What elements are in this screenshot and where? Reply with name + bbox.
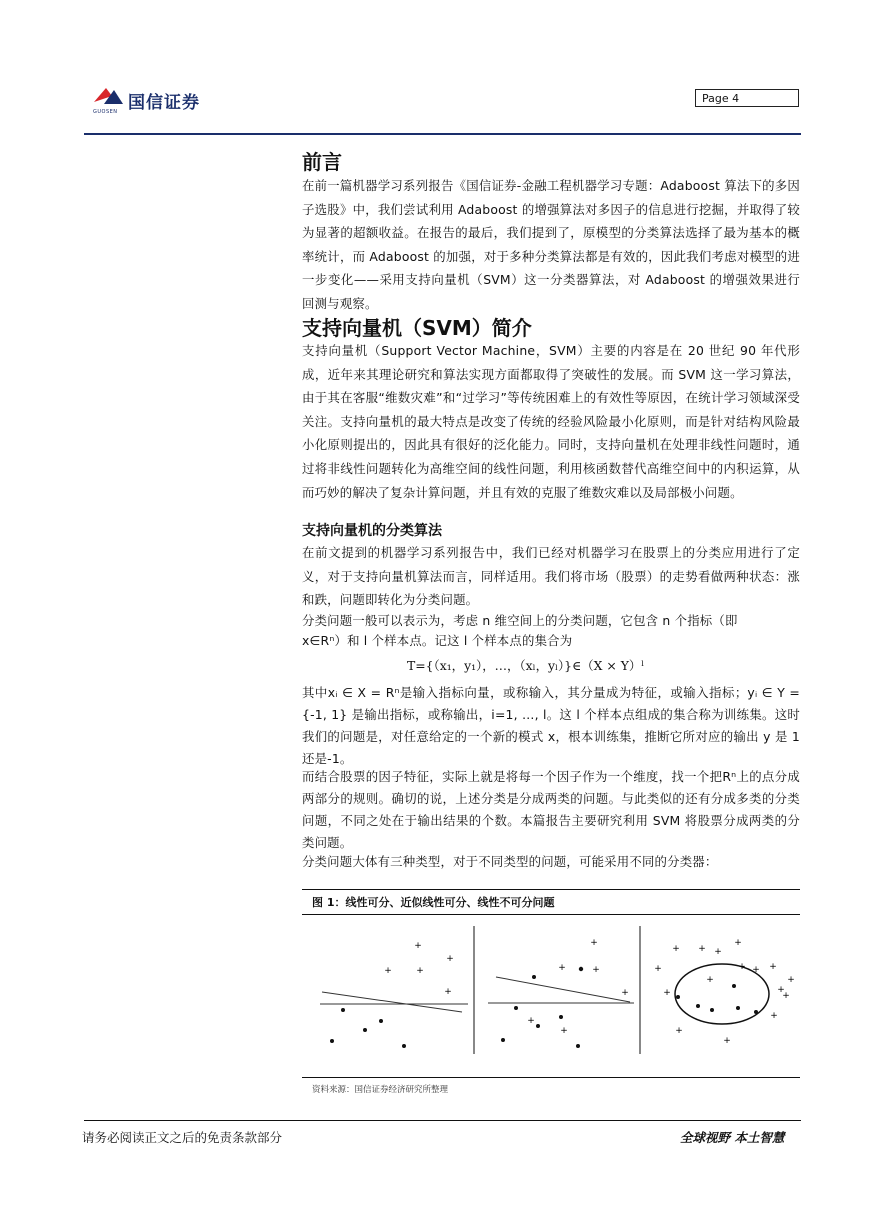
- figure-source: 资料来源：国信证券经济研究所整理: [312, 1085, 449, 1095]
- figure-svm-scatter-panels: [302, 924, 800, 1058]
- plus-point: +: [738, 962, 746, 972]
- logo-subtext: GUOSEN: [93, 109, 118, 115]
- plus-point: +: [621, 988, 629, 998]
- panel-linearly-inseparable: [654, 938, 795, 1046]
- classify-paragraph-4: 而结合股票的因子特征，实际上就是将每一个因子作为一个维度，找一个把Rⁿ上的点分成两部分的规则。确切的说，上述分类是分成两类的问题。与此类似的还有分成多类的分类问题，不同之处在于输出结果的个数。本篇报告主要研究利用 SVM 将股票分成两类的分类问题。: [302, 769, 800, 850]
- dot-point: [402, 1044, 406, 1048]
- dot-point: [710, 1008, 714, 1012]
- figure-bottom-rule: [302, 1077, 800, 1078]
- footer-divider: [84, 1120, 801, 1121]
- plus-point: +: [782, 991, 790, 1001]
- plus-point: +: [592, 965, 600, 975]
- plus-point: +: [698, 944, 706, 954]
- plus-point: +: [527, 1016, 535, 1026]
- classify-paragraph-2b: x∈Rⁿ）和 l 个样本点。记这 l 个样本点的集合为: [302, 633, 573, 648]
- plus-point: +: [777, 985, 785, 995]
- logo-text: 国信证券: [128, 93, 200, 113]
- plus-point: +: [384, 966, 392, 976]
- dot-point: [576, 1044, 580, 1048]
- dot-point: [330, 1039, 334, 1043]
- dot-point: [676, 995, 680, 999]
- company-logo: [90, 84, 220, 118]
- classify-paragraph-1: 在前文提到的机器学习系列报告中，我们已经对机器学习在股票上的分类应用进行了定义，对于支持向量机算法而言，同样适用。我们将市场（股票）的走势看做两种状态：涨和跌，问题即转化为分类问题。: [302, 545, 800, 608]
- plus-point: +: [752, 965, 760, 975]
- plus-point: +: [675, 1026, 683, 1036]
- svm-intro-paragraph: 支持向量机（Support Vector Machine，SVM）主要的内容是在 20 世纪 90 年代形成，近年来其理论研究和算法实现方面都取得了突破性的发展。而 SVM 这一学习算法，由于其在客服“维数灾难”和“过学习”等传统困难上的有效性等原因，在统计学习领域深受关注。支持向量机的最大特点是改变了传统的经验风险最小化原则，而是针对结构风险最小化原则提出的，因此具有很好的泛化能力。同时，支持向量机在处理非线性问题时，通过将非线性问题转化为高维空间的线性问题，利用核函数替代高维空间中的内积运算，从而巧妙的解决了复杂计算问题，并且有效的克服了维数灾难以及局部极小问题。: [302, 343, 800, 500]
- plus-point: +: [414, 941, 422, 951]
- dot-point: [754, 1010, 758, 1014]
- logo-mark-icon: [90, 84, 126, 110]
- dot-point: [501, 1038, 505, 1042]
- classify-paragraph-5: 分类问题大体有三种类型，对于不同类型的问题，可能采用不同的分类器：: [302, 854, 718, 869]
- svm-classify-heading: 支持向量机的分类算法: [302, 523, 442, 539]
- footer-disclaimer: 请务必阅读正文之后的免责条款部分: [82, 1130, 283, 1145]
- plus-point: +: [714, 947, 722, 957]
- classify-paragraph-2a: 分类问题一般可以表示为，考虑 n 维空间上的分类问题，它包含 n 个指标（即: [302, 613, 738, 628]
- plus-point: +: [558, 963, 566, 973]
- dot-point: [559, 1015, 563, 1019]
- plus-point: +: [706, 975, 714, 985]
- plus-point: +: [787, 975, 795, 985]
- plus-point: +: [590, 938, 598, 948]
- dot-point: [363, 1028, 367, 1032]
- classify-paragraph-3: 其中xᵢ ∈ X = Rⁿ是输入指标向量，或称输入，其分量成为特征，或输入指标；yᵢ ∈ Y = {-1, 1} 是输出指标，或称输出，i=1, …, l。这 l 个样本点组成的集合称为训练集。这时我们的问题是，对任意给定的一个新的模式 x，根本训练集，推断它所对应的输出 y 是 1 还是-1。: [302, 685, 800, 766]
- panel-linearly-separable: [320, 941, 468, 1048]
- dot-point: [379, 1019, 383, 1023]
- panel-approximately-separable: [488, 938, 634, 1048]
- plus-point: +: [734, 938, 742, 948]
- figure-top-rule: [302, 889, 800, 890]
- plus-point: +: [770, 1011, 778, 1021]
- plus-point: +: [654, 964, 662, 974]
- figure-title-rule: [302, 914, 800, 915]
- footer-slogan: 全球视野 本土智慧: [680, 1130, 785, 1145]
- dot-point: [532, 975, 536, 979]
- preface-paragraph: 在前一篇机器学习系列报告《国信证券-金融工程机器学习专题：Adaboost 算法下的多因子选股》中，我们尝试利用 Adaboost 的增强算法对多因子的信息进行挖掘，并取得了较为显著的超额收益。在报告的最后，我们提到了，原模型的分类算法选择了最为基本的概率统计，而 Adaboost 的加强，对于多种分类算法都是有效的，因此我们考虑对模型的进一步变化——采用支持向量机（SVM）这一分类器算法，对 Adaboost 的增强效果进行回测与观察。: [302, 178, 800, 311]
- dot-point: [579, 967, 583, 971]
- plus-point: +: [416, 966, 424, 976]
- plus-point: +: [769, 962, 777, 972]
- plus-point: +: [444, 987, 452, 997]
- dot-point: [736, 1006, 740, 1010]
- dot-point: [341, 1008, 345, 1012]
- dot-point: [696, 1004, 700, 1008]
- plus-point: +: [663, 988, 671, 998]
- training-set-formula: T={（x₁，y₁），…，（xₗ，yₗ）}∈（X × Y）ˡ: [407, 658, 645, 673]
- svm-intro-heading: 支持向量机（SVM）简介: [302, 316, 532, 340]
- plus-point: +: [672, 944, 680, 954]
- dot-point: [536, 1024, 540, 1028]
- dot-point: [732, 984, 736, 988]
- page-number-box: Page 4: [695, 89, 799, 107]
- plus-point: +: [723, 1036, 731, 1046]
- dot-point: [514, 1006, 518, 1010]
- preface-heading: 前言: [302, 150, 342, 174]
- header-divider: [84, 133, 801, 135]
- plus-point: +: [560, 1026, 568, 1036]
- figure-title: 图 1：线性可分、近似线性可分、线性不可分问题: [312, 896, 555, 909]
- plus-point: +: [446, 954, 454, 964]
